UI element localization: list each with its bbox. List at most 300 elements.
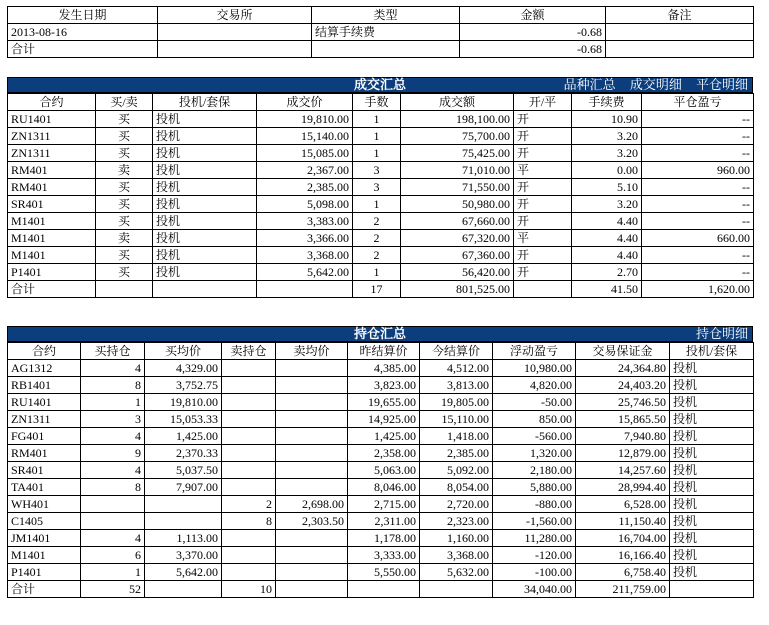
trade-cell: 投机 — [153, 264, 257, 281]
position-cell: 1,418.00 — [420, 428, 493, 445]
position-cell: -50.00 — [493, 394, 576, 411]
position-cell: 2,323.00 — [420, 513, 493, 530]
trade-cell: -- — [642, 213, 754, 230]
trade-summary-links — [554, 78, 748, 93]
position-row — [8, 428, 754, 445]
position-cell: 5,880.00 — [493, 479, 576, 496]
trade-cell: 投机 — [153, 230, 257, 247]
position-cell: 4 — [81, 428, 145, 445]
trade-cell: 3.20 — [572, 128, 642, 145]
trade-total-cell: 17 — [353, 281, 401, 298]
position-cell: 19,655.00 — [348, 394, 420, 411]
position-cell: 1,425.00 — [145, 428, 222, 445]
position-header-cell: 昨结算价 — [348, 343, 420, 360]
position-row — [8, 564, 754, 581]
trade-row — [8, 264, 754, 281]
trade-total-row — [8, 281, 754, 298]
trade-cell: 投机 — [153, 179, 257, 196]
trade-cell: 投机 — [153, 145, 257, 162]
position-cell: 8 — [222, 513, 276, 530]
trade-cell: 0.00 — [572, 162, 642, 179]
position-cell — [276, 394, 348, 411]
trade-cell: 平 — [514, 162, 572, 179]
position-cell — [222, 462, 276, 479]
position-cell: 投机 — [670, 564, 754, 581]
trade-cell: M1401 — [8, 247, 96, 264]
trade-cell: 2,367.00 — [257, 162, 353, 179]
position-summary-table — [7, 342, 754, 598]
position-cell: AG1312 — [8, 360, 81, 377]
position-cell: 2,180.00 — [493, 462, 576, 479]
trade-header-cell: 平仓盈亏 — [642, 94, 754, 111]
trade-cell: 4.40 — [572, 230, 642, 247]
fee-cell — [606, 41, 754, 58]
trade-row — [8, 162, 754, 179]
fee-cell — [158, 24, 312, 41]
position-cell: -1,560.00 — [493, 513, 576, 530]
position-cell: -100.00 — [493, 564, 576, 581]
trade-cell: 买 — [96, 145, 153, 162]
position-cell — [222, 530, 276, 547]
trade-cell: 买 — [96, 264, 153, 281]
position-total-cell: 52 — [81, 581, 145, 598]
trade-header-cell: 开/平 — [514, 94, 572, 111]
position-row — [8, 479, 754, 496]
trade-cell: 5,642.00 — [257, 264, 353, 281]
position-cell: 850.00 — [493, 411, 576, 428]
position-cell — [222, 411, 276, 428]
trade-cell: 50,980.00 — [401, 196, 514, 213]
trade-cell: 平 — [514, 230, 572, 247]
position-cell: 6,758.40 — [576, 564, 670, 581]
trade-header-cell: 成交额 — [401, 94, 514, 111]
position-total-cell — [420, 581, 493, 598]
position-total-row — [8, 581, 754, 598]
trade-row — [8, 179, 754, 196]
fee-cell — [606, 24, 754, 41]
trade-cell: 67,320.00 — [401, 230, 514, 247]
position-cell: 6 — [81, 547, 145, 564]
trade-cell: 2.70 — [572, 264, 642, 281]
position-cell: 4,820.00 — [493, 377, 576, 394]
position-header-row — [8, 343, 754, 360]
position-cell: 11,150.40 — [576, 513, 670, 530]
trade-cell: 开 — [514, 145, 572, 162]
trade-row — [8, 196, 754, 213]
trade-cell: 3,366.00 — [257, 230, 353, 247]
position-cell: 8 — [81, 479, 145, 496]
position-cell: 3,368.00 — [420, 547, 493, 564]
trade-cell: -- — [642, 196, 754, 213]
position-cell — [276, 547, 348, 564]
position-cell: 1 — [81, 394, 145, 411]
trade-cell: 75,425.00 — [401, 145, 514, 162]
trade-total-cell — [514, 281, 572, 298]
position-cell: 投机 — [670, 479, 754, 496]
position-cell: 3 — [81, 411, 145, 428]
trade-cell: 投机 — [153, 196, 257, 213]
position-cell: 15,053.33 — [145, 411, 222, 428]
position-cell — [222, 428, 276, 445]
position-cell: JM1401 — [8, 530, 81, 547]
trade-cell: 买 — [96, 247, 153, 264]
trade-cell: 3 — [353, 179, 401, 196]
trade-cell: 4.40 — [572, 213, 642, 230]
trade-header-cell: 投机/套保 — [153, 94, 257, 111]
position-cell — [222, 360, 276, 377]
trade-cell: 15,085.00 — [257, 145, 353, 162]
position-cell: RU1401 — [8, 394, 81, 411]
trade-header-cell: 手数 — [353, 94, 401, 111]
trade-cell: 3.20 — [572, 196, 642, 213]
position-cell: 投机 — [670, 411, 754, 428]
position-cell — [276, 445, 348, 462]
position-cell: 1,320.00 — [493, 445, 576, 462]
position-total-cell: 10 — [222, 581, 276, 598]
position-cell: 24,364.80 — [576, 360, 670, 377]
trade-cell: 5,098.00 — [257, 196, 353, 213]
trade-row — [8, 247, 754, 264]
position-cell: -560.00 — [493, 428, 576, 445]
position-cell: ZN1311 — [8, 411, 81, 428]
position-cell: 7,940.80 — [576, 428, 670, 445]
trade-cell: 75,700.00 — [401, 128, 514, 145]
position-cell: FG401 — [8, 428, 81, 445]
trade-cell: 开 — [514, 111, 572, 128]
link-trade-detail[interactable]: 成交明细 — [629, 78, 682, 93]
position-header-cell: 合约 — [8, 343, 81, 360]
fee-header-row — [8, 7, 754, 24]
trade-cell: 1 — [353, 111, 401, 128]
trade-cell: M1401 — [8, 230, 96, 247]
position-header-cell: 交易保证金 — [576, 343, 670, 360]
position-cell — [145, 496, 222, 513]
position-cell: 16,704.00 — [576, 530, 670, 547]
position-cell: 2,385.00 — [420, 445, 493, 462]
position-header-cell: 买均价 — [145, 343, 222, 360]
position-cell — [222, 479, 276, 496]
position-cell: 1,160.00 — [420, 530, 493, 547]
fee-summary-table — [7, 6, 754, 58]
position-cell: 4,512.00 — [420, 360, 493, 377]
position-cell — [276, 411, 348, 428]
position-cell — [222, 547, 276, 564]
trade-header-row — [8, 94, 754, 111]
fee-header-cell: 类型 — [312, 7, 460, 24]
position-cell: 7,907.00 — [145, 479, 222, 496]
trade-cell: 4.40 — [572, 247, 642, 264]
position-cell: 14,257.60 — [576, 462, 670, 479]
position-cell: RB1401 — [8, 377, 81, 394]
position-cell: 9 — [81, 445, 145, 462]
trade-total-cell: 41.50 — [572, 281, 642, 298]
position-cell: 4,385.00 — [348, 360, 420, 377]
position-header-cell: 今结算价 — [420, 343, 493, 360]
trade-cell: -- — [642, 264, 754, 281]
position-row — [8, 513, 754, 530]
link-position-detail[interactable]: 持仓明细 — [695, 327, 748, 342]
position-cell: 4 — [81, 462, 145, 479]
position-cell — [222, 564, 276, 581]
position-summary-title: 持仓汇总 — [353, 327, 406, 342]
position-cell: 投机 — [670, 547, 754, 564]
position-total-cell: 合计 — [8, 581, 81, 598]
trade-cell: 3,368.00 — [257, 247, 353, 264]
fee-cell: 合计 — [8, 41, 158, 58]
trade-cell: RM401 — [8, 162, 96, 179]
trade-cell: ZN1311 — [8, 128, 96, 145]
position-cell: 2 — [222, 496, 276, 513]
trade-cell: 67,660.00 — [401, 213, 514, 230]
trade-cell: 5.10 — [572, 179, 642, 196]
position-cell: 11,280.00 — [493, 530, 576, 547]
position-header-cell: 买持仓 — [81, 343, 145, 360]
fee-header-cell: 交易所 — [158, 7, 312, 24]
fee-header-cell: 发生日期 — [8, 7, 158, 24]
trade-cell: -- — [642, 128, 754, 145]
position-cell: M1401 — [8, 547, 81, 564]
trade-header-cell: 手续费 — [572, 94, 642, 111]
position-row — [8, 462, 754, 479]
position-cell: 8,046.00 — [348, 479, 420, 496]
position-cell: 2,715.00 — [348, 496, 420, 513]
position-cell: -880.00 — [493, 496, 576, 513]
position-cell: -120.00 — [493, 547, 576, 564]
trade-cell: 1 — [353, 196, 401, 213]
trade-row — [8, 145, 754, 162]
trade-cell: 2 — [353, 247, 401, 264]
position-row — [8, 411, 754, 428]
position-cell: 15,110.00 — [420, 411, 493, 428]
trade-cell: -- — [642, 111, 754, 128]
position-header-cell: 浮动盈亏 — [493, 343, 576, 360]
position-cell: 3,752.75 — [145, 377, 222, 394]
position-row — [8, 547, 754, 564]
trade-header-cell: 合约 — [8, 94, 96, 111]
position-cell — [276, 377, 348, 394]
position-cell: C1405 — [8, 513, 81, 530]
trade-cell: -- — [642, 179, 754, 196]
trade-total-cell: 1,620.00 — [642, 281, 754, 298]
trade-cell: 19,810.00 — [257, 111, 353, 128]
position-cell: 1,178.00 — [348, 530, 420, 547]
trade-cell: RM401 — [8, 179, 96, 196]
position-cell: 4,329.00 — [145, 360, 222, 377]
position-cell: 19,805.00 — [420, 394, 493, 411]
trade-header-cell: 买/卖 — [96, 94, 153, 111]
position-row — [8, 360, 754, 377]
position-cell: 2,698.00 — [276, 496, 348, 513]
position-cell: 3,370.00 — [145, 547, 222, 564]
position-cell: 16,166.40 — [576, 547, 670, 564]
position-row — [8, 530, 754, 547]
position-cell: 投机 — [670, 445, 754, 462]
position-summary-banner — [7, 326, 753, 342]
position-cell: 2,358.00 — [348, 445, 420, 462]
position-cell: 19,810.00 — [145, 394, 222, 411]
trade-cell: 3,383.00 — [257, 213, 353, 230]
trade-cell: 56,420.00 — [401, 264, 514, 281]
position-cell: 投机 — [670, 530, 754, 547]
trade-summary-banner — [7, 77, 753, 93]
position-cell: 5,063.00 — [348, 462, 420, 479]
position-cell: 4 — [81, 360, 145, 377]
position-cell: 28,994.40 — [576, 479, 670, 496]
position-cell — [81, 496, 145, 513]
trade-cell: 3.20 — [572, 145, 642, 162]
position-row — [8, 394, 754, 411]
trade-cell: 198,100.00 — [401, 111, 514, 128]
trade-cell: 1 — [353, 264, 401, 281]
position-cell: 8 — [81, 377, 145, 394]
position-cell: 1,425.00 — [348, 428, 420, 445]
trade-cell: -- — [642, 145, 754, 162]
trade-cell: 投机 — [153, 128, 257, 145]
position-header-cell: 卖均价 — [276, 343, 348, 360]
position-cell: 15,865.50 — [576, 411, 670, 428]
position-header-cell: 投机/套保 — [670, 343, 754, 360]
trade-cell: 3 — [353, 162, 401, 179]
trade-row — [8, 230, 754, 247]
trade-total-cell: 801,525.00 — [401, 281, 514, 298]
position-cell: 12,879.00 — [576, 445, 670, 462]
fee-row — [8, 24, 754, 41]
trade-cell: P1401 — [8, 264, 96, 281]
position-row — [8, 445, 754, 462]
trade-cell: 开 — [514, 247, 572, 264]
trade-cell: 开 — [514, 196, 572, 213]
position-cell: 投机 — [670, 394, 754, 411]
position-cell — [276, 428, 348, 445]
fee-row — [8, 41, 754, 58]
trade-row — [8, 128, 754, 145]
fee-cell: 结算手续费 — [312, 24, 460, 41]
trade-cell: ZN1311 — [8, 145, 96, 162]
position-cell: 14,925.00 — [348, 411, 420, 428]
position-cell: 2,370.33 — [145, 445, 222, 462]
trade-row — [8, 213, 754, 230]
position-cell: 投机 — [670, 462, 754, 479]
fee-cell: -0.68 — [460, 41, 606, 58]
trade-summary-title: 成交汇总 — [353, 78, 406, 93]
position-total-cell: 34,040.00 — [493, 581, 576, 598]
position-cell: 6,528.00 — [576, 496, 670, 513]
position-cell: 投机 — [670, 496, 754, 513]
position-cell: 3,813.00 — [420, 377, 493, 394]
position-row — [8, 377, 754, 394]
trade-row — [8, 111, 754, 128]
position-total-cell — [670, 581, 754, 598]
position-cell: 投机 — [670, 428, 754, 445]
link-variety-summary[interactable]: 品种汇总 — [563, 78, 616, 93]
trade-cell: 投机 — [153, 213, 257, 230]
position-cell: 2,303.50 — [276, 513, 348, 530]
position-cell: 25,746.50 — [576, 394, 670, 411]
trade-cell: 71,550.00 — [401, 179, 514, 196]
link-close-detail[interactable]: 平仓明细 — [695, 78, 748, 93]
trade-cell: 投机 — [153, 162, 257, 179]
trade-total-cell — [257, 281, 353, 298]
fee-cell: -0.68 — [460, 24, 606, 41]
trade-cell: 660.00 — [642, 230, 754, 247]
trade-cell: 2 — [353, 213, 401, 230]
position-total-cell: 211,759.00 — [576, 581, 670, 598]
trade-cell: 开 — [514, 264, 572, 281]
trade-cell: -- — [642, 247, 754, 264]
fee-cell: 2013-08-16 — [8, 24, 158, 41]
position-cell: RM401 — [8, 445, 81, 462]
position-cell: 投机 — [670, 360, 754, 377]
position-cell: P1401 — [8, 564, 81, 581]
trade-cell: 买 — [96, 179, 153, 196]
position-cell: 4 — [81, 530, 145, 547]
trade-cell: 卖 — [96, 230, 153, 247]
position-cell — [81, 513, 145, 530]
position-cell — [276, 564, 348, 581]
trade-cell: 71,010.00 — [401, 162, 514, 179]
trade-cell: RU1401 — [8, 111, 96, 128]
position-cell: WH401 — [8, 496, 81, 513]
fee-header-cell: 金额 — [460, 7, 606, 24]
position-cell: 3,333.00 — [348, 547, 420, 564]
trade-cell: SR401 — [8, 196, 96, 213]
trade-cell: 卖 — [96, 162, 153, 179]
position-summary-links — [686, 327, 748, 342]
fee-cell — [312, 41, 460, 58]
trade-cell: 开 — [514, 128, 572, 145]
trade-summary-table — [7, 93, 754, 298]
position-cell: 8,054.00 — [420, 479, 493, 496]
trade-total-cell — [96, 281, 153, 298]
trade-cell: 买 — [96, 111, 153, 128]
position-cell: 投机 — [670, 513, 754, 530]
trade-cell: 投机 — [153, 247, 257, 264]
position-cell: 2,311.00 — [348, 513, 420, 530]
position-cell: 投机 — [670, 377, 754, 394]
fee-cell — [158, 41, 312, 58]
trade-cell: 1 — [353, 128, 401, 145]
trade-cell: 1 — [353, 145, 401, 162]
trade-cell: 15,140.00 — [257, 128, 353, 145]
trade-cell: 2 — [353, 230, 401, 247]
trade-total-cell — [153, 281, 257, 298]
trade-cell: 67,360.00 — [401, 247, 514, 264]
position-cell: 1 — [81, 564, 145, 581]
trade-cell: 开 — [514, 179, 572, 196]
trade-cell: 买 — [96, 213, 153, 230]
position-cell: 2,720.00 — [420, 496, 493, 513]
position-cell: 1,113.00 — [145, 530, 222, 547]
position-cell — [222, 377, 276, 394]
position-cell: 5,037.50 — [145, 462, 222, 479]
position-cell — [276, 530, 348, 547]
position-row — [8, 496, 754, 513]
position-cell: SR401 — [8, 462, 81, 479]
trade-cell: 投机 — [153, 111, 257, 128]
position-header-cell: 卖持仓 — [222, 343, 276, 360]
position-cell: TA401 — [8, 479, 81, 496]
position-cell — [222, 394, 276, 411]
trade-total-cell: 合计 — [8, 281, 96, 298]
position-cell: 3,823.00 — [348, 377, 420, 394]
position-cell — [276, 360, 348, 377]
trade-cell: 买 — [96, 128, 153, 145]
position-cell: 5,632.00 — [420, 564, 493, 581]
position-total-cell — [276, 581, 348, 598]
position-cell — [276, 462, 348, 479]
position-cell — [145, 513, 222, 530]
position-total-cell — [348, 581, 420, 598]
